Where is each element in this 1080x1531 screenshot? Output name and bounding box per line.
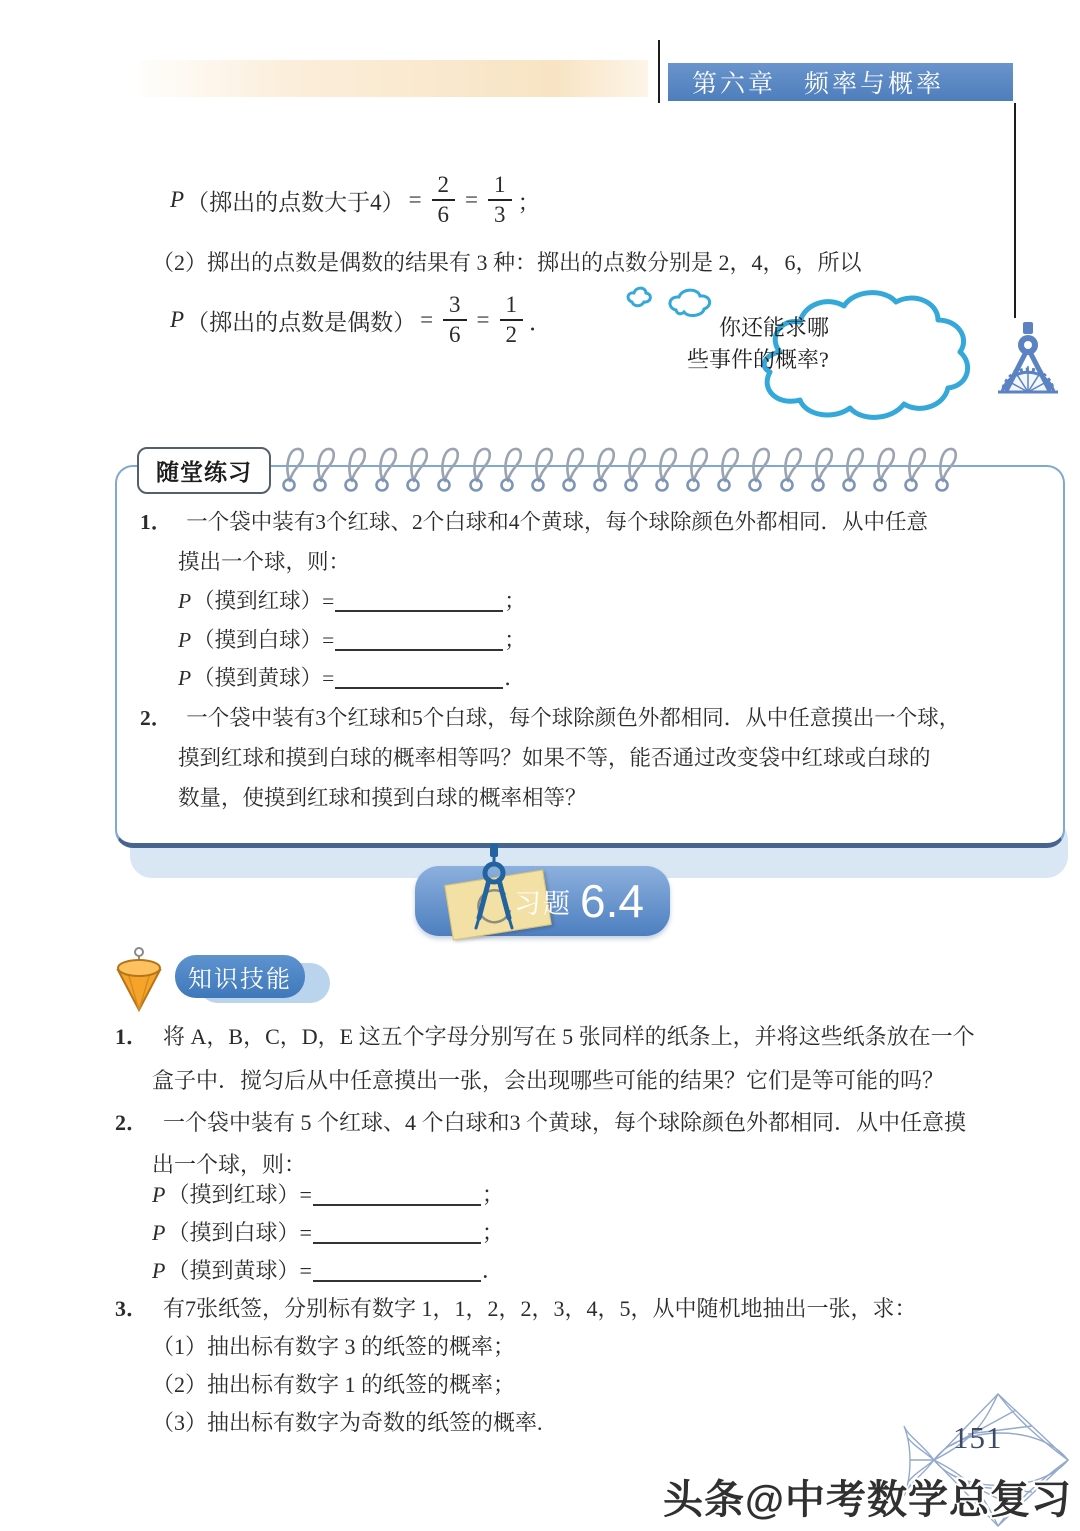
problem-2-line-2: 出一个球，则： <box>152 1152 307 1177</box>
practice-blank-row <box>178 584 526 615</box>
answer-blank <box>335 669 503 689</box>
spiral-ring-icon <box>465 441 494 495</box>
practice-item-1-line-2: 摸出一个球，则： <box>178 550 351 574</box>
spiral-binding-icon <box>278 441 960 495</box>
spiral-ring-icon <box>776 441 805 495</box>
page-number: 151 <box>953 1420 1003 1455</box>
fraction-denominator: 6 <box>449 322 461 348</box>
spiral-ring-icon <box>402 441 431 495</box>
practice-item-1-line-1 <box>140 505 928 536</box>
blank-label: （摸到黄球）= <box>193 666 335 690</box>
fraction <box>500 292 524 349</box>
exercise-banner <box>415 866 670 936</box>
item-text: 一个袋中装有3个红球和5个白球，每个球除颜色外都相同．从中任意摸出一个球， <box>186 706 961 730</box>
answer-blank <box>313 1224 481 1244</box>
problem-text: 有7张纸签，分别标有数字 1，1，2，2，3，4，5，从中随机地抽出一张，求： <box>163 1296 917 1321</box>
problem-blank-row <box>152 1216 504 1247</box>
spiral-ring-icon <box>371 441 400 495</box>
exercise-number: 6.4 <box>580 875 644 927</box>
problem-number: 3． <box>115 1296 149 1321</box>
practice-item-2-line-2: 摸到红球和摸到白球的概率相等吗？如果不等，能否通过改变袋中红球或白球的 <box>178 746 931 770</box>
punctuation: ； <box>517 189 541 215</box>
equals-sign: = <box>465 187 479 213</box>
punctuation: ； <box>481 1182 504 1207</box>
formula-1-event: （掷出的点数大于4） <box>186 189 405 215</box>
blank-label: （摸到白球）= <box>193 628 335 652</box>
spiral-ring-icon <box>682 441 711 495</box>
exercise-label: 习题 <box>514 888 573 919</box>
fraction-numerator: 1 <box>488 172 512 201</box>
problem-1-line-1 <box>115 1020 975 1051</box>
formula-2-event: （掷出的点数是偶数） <box>186 309 417 335</box>
probability-symbol: P <box>178 666 192 690</box>
fraction <box>432 172 456 229</box>
spiral-ring-icon <box>527 441 556 495</box>
fraction-denominator: 3 <box>494 202 506 228</box>
blank-label: （摸到红球）= <box>167 1182 312 1207</box>
problem-blank-row <box>152 1254 504 1285</box>
problem-3-sub-3: （3）抽出标有数字为奇数的纸签的概率. <box>152 1410 543 1435</box>
spiral-ring-icon <box>807 441 836 495</box>
thought-cloud-text <box>687 312 949 376</box>
item-number: 1． <box>140 510 173 534</box>
practice-item-2-line-1 <box>140 701 960 732</box>
spiral-ring-icon <box>744 441 773 495</box>
fraction-numerator: 1 <box>500 292 524 321</box>
problem-number: 1． <box>115 1024 149 1049</box>
spiral-ring-icon <box>900 441 929 495</box>
spiral-ring-icon <box>931 441 960 495</box>
punctuation: ； <box>504 628 526 652</box>
practice-label: 随堂练习 <box>137 447 271 494</box>
practice-blank-row <box>178 623 526 654</box>
spiral-ring-icon <box>651 441 680 495</box>
problem-number: 2． <box>115 1110 149 1135</box>
probability-symbol: P <box>152 1220 166 1245</box>
answer-blank <box>335 592 503 612</box>
solution-paragraph: （2）掷出的点数是偶数的结果有 3 种：掷出的点数分别是 2，4，6，所以 <box>152 250 862 275</box>
skills-badge <box>175 955 305 998</box>
formula-line-1 <box>170 172 541 229</box>
probability-symbol: P <box>152 1258 166 1283</box>
spiral-ring-icon <box>309 441 338 495</box>
punctuation: ． <box>529 309 553 335</box>
probability-symbol: P <box>152 1182 166 1207</box>
equals-sign: = <box>408 187 422 213</box>
punctuation: ． <box>504 666 526 690</box>
spiral-ring-icon <box>838 441 867 495</box>
punctuation: ． <box>481 1258 504 1283</box>
blank-label: （摸到白球）= <box>167 1220 312 1245</box>
problem-3-line-1 <box>115 1292 917 1323</box>
problem-text: 将 A，B，C，D，E 这五个字母分别写在 5 张同样的纸条上，并将这些纸条放在一个 <box>163 1024 975 1049</box>
spiral-ring-icon <box>589 441 618 495</box>
fraction <box>443 292 467 349</box>
header-cream-bar <box>138 60 648 97</box>
formula-line-2 <box>170 292 552 349</box>
problem-3-sub-1: （1）抽出标有数字 3 的纸签的概率； <box>152 1334 516 1359</box>
thought-line-2: 些事件的概率? <box>687 347 829 372</box>
blank-label: （摸到黄球）= <box>167 1258 312 1283</box>
spiral-ring-icon <box>620 441 649 495</box>
probability-symbol: P <box>178 589 192 613</box>
spiral-ring-icon <box>278 441 307 495</box>
practice-item-2-line-3: 数量，使摸到红球和摸到白球的概率相等？ <box>178 786 587 810</box>
answer-blank <box>313 1262 481 1282</box>
thought-line-1: 你还能求哪 <box>719 315 830 340</box>
spiral-ring-icon <box>869 441 898 495</box>
fraction-denominator: 2 <box>505 322 518 348</box>
watermark: 头条@中考数学总复习 <box>662 1478 1072 1522</box>
item-number: 2． <box>140 706 173 730</box>
spiral-ring-icon <box>433 441 462 495</box>
fraction-denominator: 6 <box>437 202 450 228</box>
blank-label: （摸到红球）= <box>193 589 335 613</box>
problem-3-sub-2: （2）抽出标有数字 1 的纸签的概率； <box>152 1372 516 1397</box>
chapter-banner <box>668 63 1013 101</box>
exercise-banner-text <box>514 866 644 936</box>
fraction <box>488 172 512 229</box>
problem-blank-row <box>152 1178 504 1209</box>
skills-label: 知识技能 <box>188 966 292 993</box>
problem-1-line-2: 盒子中．搅匀后从中任意摸出一张，会出现哪些可能的结果？它们是等可能的吗？ <box>152 1068 945 1093</box>
compass-protractor-icon <box>992 322 1064 404</box>
punctuation: ； <box>504 589 526 613</box>
spiral-ring-icon <box>713 441 742 495</box>
fraction-numerator: 3 <box>443 292 467 321</box>
probability-symbol: P <box>170 307 185 333</box>
probability-symbol: P <box>178 628 192 652</box>
header-divider-line <box>658 40 660 103</box>
answer-blank <box>313 1186 481 1206</box>
fraction-numerator: 2 <box>432 172 456 201</box>
spiral-ring-icon <box>496 441 525 495</box>
spiral-ring-icon <box>340 441 369 495</box>
equals-sign: = <box>476 307 490 333</box>
thought-cloud-icon <box>614 280 984 425</box>
right-margin-line <box>1014 103 1016 318</box>
compass-icon <box>471 842 517 938</box>
spiral-ring-icon <box>558 441 587 495</box>
practice-blank-row <box>178 661 526 692</box>
punctuation: ； <box>481 1220 504 1245</box>
probability-symbol: P <box>170 187 185 213</box>
spinning-top-icon <box>112 946 166 1014</box>
equals-sign: = <box>420 307 434 333</box>
problem-2-line-1 <box>115 1106 966 1137</box>
answer-blank <box>335 631 503 651</box>
item-text: 一个袋中装有3个红球、2个白球和4个黄球，每个球除颜色外都相同．从中任意 <box>186 510 929 534</box>
problem-text: 一个袋中装有 5 个红球、4 个白球和3 个黄球，每个球除颜色外都相同．从中任意摸 <box>163 1110 967 1135</box>
chapter-title: 第六章 频率与概率 <box>692 70 945 98</box>
